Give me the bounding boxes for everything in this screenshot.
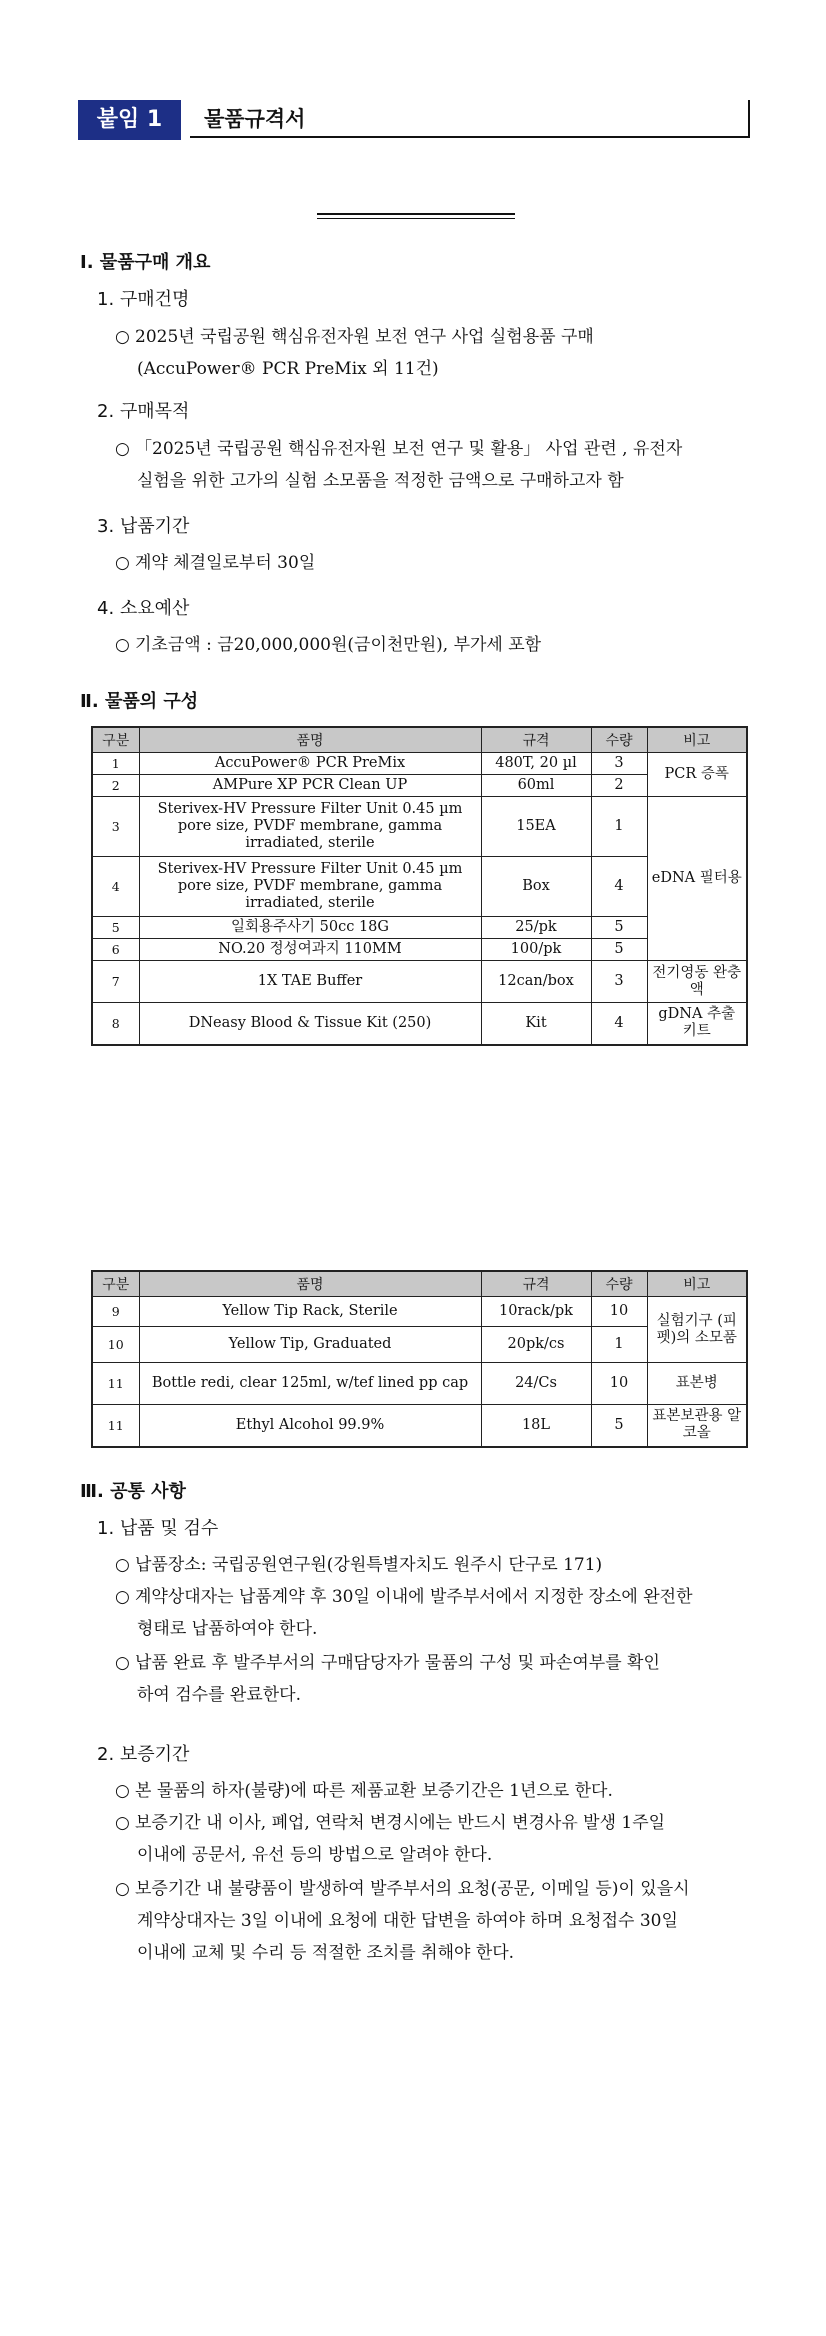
cell-qty: 1	[591, 1327, 647, 1363]
table-row	[92, 1003, 747, 1045]
cell-qty: 3	[591, 753, 647, 775]
sub-2-line: ○ 보증기간 내 불량품이 발생하여 발주부서의 요청(공문, 이메일 등)이 있을시	[115, 1879, 690, 1899]
cell-no: 7	[92, 961, 139, 1003]
cell-name: AccuPower® PCR PreMix	[139, 753, 481, 775]
table-row	[92, 797, 747, 857]
table-row	[92, 961, 747, 1003]
cell-qty: 5	[591, 939, 647, 961]
col-header-name: 품명	[139, 1271, 481, 1297]
sub-1-heading: 1. 납품 및 검수	[97, 1518, 219, 1539]
table-header-row	[92, 1271, 747, 1297]
cell-no: 5	[92, 917, 139, 939]
cell-qty: 10	[591, 1297, 647, 1327]
item-2-line-1: ○ 「2025년 국립공원 핵심유전자원 보전 연구 및 활용」 사업 관련 , 유전자	[115, 439, 683, 459]
sub-1-line: ○ 납품장소: 국립공원연구원(강원특별자치도 원주시 단구로 171)	[115, 1555, 603, 1575]
items-table-1	[91, 726, 748, 1046]
cell-no: 11	[92, 1363, 139, 1405]
cell-remark: 표본병	[647, 1363, 747, 1405]
col-header-qty: 수량	[591, 727, 647, 753]
cell-name: Sterivex-HV Pressure Filter Unit 0.45 µm pore size, PVDF membrane, gamma irradiated, sterile	[139, 797, 481, 857]
cell-remark: 표본보관용 알코올	[647, 1405, 747, 1447]
cell-spec: 12can/box	[481, 961, 591, 1003]
sub-1-line: 형태로 납품하여야 한다.	[137, 1619, 318, 1639]
item-3-heading: 3. 납품기간	[97, 516, 190, 537]
bullet-circle-icon: ○	[115, 1879, 130, 1899]
col-header-qty: 수량	[591, 1271, 647, 1297]
cell-qty: 4	[591, 857, 647, 917]
cell-spec: 480T, 20 µl	[481, 753, 591, 775]
section-2-title: Ⅱ. 물품의 구성	[80, 691, 199, 712]
cell-remark: 전기영동 완충액	[647, 961, 747, 1003]
cell-name: Sterivex-HV Pressure Filter Unit 0.45 µm pore size, PVDF membrane, gamma irradiated, sterile	[139, 857, 481, 917]
item-2-heading: 2. 구매목적	[97, 401, 190, 422]
bullet-circle-icon: ○	[115, 439, 130, 459]
sub-2-line: ○ 본 물품의 하자(불량)에 따른 제품교환 보증기간은 1년으로 한다.	[115, 1781, 613, 1801]
sub-2-line: ○ 보증기간 내 이사, 폐업, 연락처 변경시에는 반드시 변경사유 발생 1주일	[115, 1813, 666, 1833]
cell-spec: 10rack/pk	[481, 1297, 591, 1327]
cell-remark: eDNA 필터용	[647, 797, 747, 961]
bullet-circle-icon: ○	[115, 1555, 130, 1575]
item-1-heading: 1. 구매건명	[97, 289, 190, 310]
cell-name: 일회용주사기 50cc 18G	[139, 917, 481, 939]
cell-qty: 2	[591, 775, 647, 797]
section-3-title: Ⅲ. 공통 사항	[80, 1481, 186, 1502]
col-header-remark: 비고	[647, 1271, 747, 1297]
cell-name: Yellow Tip, Graduated	[139, 1327, 481, 1363]
bullet-circle-icon: ○	[115, 553, 130, 573]
attachment-badge: 붙임 1	[78, 100, 181, 140]
sub-1-line: ○ 계약상대자는 납품계약 후 30일 이내에 발주부서에서 지정한 장소에 완전한	[115, 1587, 693, 1607]
sub-1-line: 하여 검수를 완료한다.	[137, 1685, 302, 1705]
table-row	[92, 1297, 747, 1327]
sub-2-line: 계약상대자는 3일 이내에 요청에 대한 답변을 하여야 하며 요청접수 30일	[137, 1911, 678, 1931]
cell-remark: 실험기구 (피펫)의 소모품	[647, 1297, 747, 1363]
cell-name: Bottle redi, clear 125ml, w/tef lined pp cap	[139, 1363, 481, 1405]
col-header-name: 품명	[139, 727, 481, 753]
cell-spec: 20pk/cs	[481, 1327, 591, 1363]
cell-qty: 4	[591, 1003, 647, 1045]
cell-qty: 5	[591, 1405, 647, 1447]
title-divider-top	[317, 213, 515, 215]
cell-remark: PCR 증폭	[647, 753, 747, 797]
page-title: 물품규격서	[190, 100, 750, 138]
cell-no: 4	[92, 857, 139, 917]
cell-spec: 25/pk	[481, 917, 591, 939]
cell-spec: Kit	[481, 1003, 591, 1045]
cell-no: 3	[92, 797, 139, 857]
cell-no: 8	[92, 1003, 139, 1045]
cell-no: 1	[92, 753, 139, 775]
col-header-no: 구분	[92, 1271, 139, 1297]
items-table-2	[91, 1270, 748, 1448]
sub-1-line: ○ 납품 완료 후 발주부서의 구매담당자가 물품의 구성 및 파손여부를 확인	[115, 1653, 660, 1673]
cell-no: 9	[92, 1297, 139, 1327]
table-row	[92, 1405, 747, 1447]
cell-name: DNeasy Blood & Tissue Kit (250)	[139, 1003, 481, 1045]
cell-spec: Box	[481, 857, 591, 917]
bullet-circle-icon: ○	[115, 1587, 130, 1607]
item-1-line-2: (AccuPower® PCR PreMix 외 11건)	[137, 359, 439, 379]
bullet-circle-icon: ○	[115, 635, 130, 655]
cell-no: 6	[92, 939, 139, 961]
sub-2-line: 이내에 공문서, 유선 등의 방법으로 알려야 한다.	[137, 1845, 493, 1865]
cell-spec: 18L	[481, 1405, 591, 1447]
item-2-line-2: 실험을 위한 고가의 실험 소모품을 적정한 금액으로 구매하고자 함	[137, 471, 624, 491]
bullet-circle-icon: ○	[115, 327, 130, 347]
cell-spec: 15EA	[481, 797, 591, 857]
item-4-heading: 4. 소요예산	[97, 598, 190, 619]
cell-spec: 24/Cs	[481, 1363, 591, 1405]
section-1-title: Ⅰ. 물품구매 개요	[80, 252, 211, 273]
sub-2-line: 이내에 교체 및 수리 등 적절한 조치를 취해야 한다.	[137, 1943, 515, 1963]
item-4-line-1: ○ 기초금액 : 금20,000,000원(금이천만원), 부가세 포함	[115, 635, 542, 655]
cell-qty: 10	[591, 1363, 647, 1405]
bullet-circle-icon: ○	[115, 1813, 130, 1833]
cell-qty: 1	[591, 797, 647, 857]
cell-qty: 3	[591, 961, 647, 1003]
cell-name: Yellow Tip Rack, Sterile	[139, 1297, 481, 1327]
col-header-no: 구분	[92, 727, 139, 753]
cell-remark: gDNA 추출 키트	[647, 1003, 747, 1045]
col-header-spec: 규격	[481, 1271, 591, 1297]
item-3-line-1: ○ 계약 체결일로부터 30일	[115, 553, 316, 573]
cell-spec: 60ml	[481, 775, 591, 797]
bullet-circle-icon: ○	[115, 1653, 130, 1673]
cell-name: 1X TAE Buffer	[139, 961, 481, 1003]
table-header-row	[92, 727, 747, 753]
cell-name: AMPure XP PCR Clean UP	[139, 775, 481, 797]
cell-name: Ethyl Alcohol 99.9%	[139, 1405, 481, 1447]
bullet-circle-icon: ○	[115, 1781, 130, 1801]
cell-no: 10	[92, 1327, 139, 1363]
title-divider-bottom	[317, 218, 515, 219]
document-header	[78, 100, 750, 142]
cell-qty: 5	[591, 917, 647, 939]
table-row	[92, 753, 747, 775]
col-header-spec: 규격	[481, 727, 591, 753]
col-header-remark: 비고	[647, 727, 747, 753]
item-1-line-1: ○ 2025년 국립공원 핵심유전자원 보전 연구 사업 실험용품 구매	[115, 327, 594, 347]
cell-no: 11	[92, 1405, 139, 1447]
cell-no: 2	[92, 775, 139, 797]
sub-2-heading: 2. 보증기간	[97, 1744, 190, 1765]
cell-spec: 100/pk	[481, 939, 591, 961]
table-row	[92, 1363, 747, 1405]
cell-name: NO.20 정성여과지 110MM	[139, 939, 481, 961]
